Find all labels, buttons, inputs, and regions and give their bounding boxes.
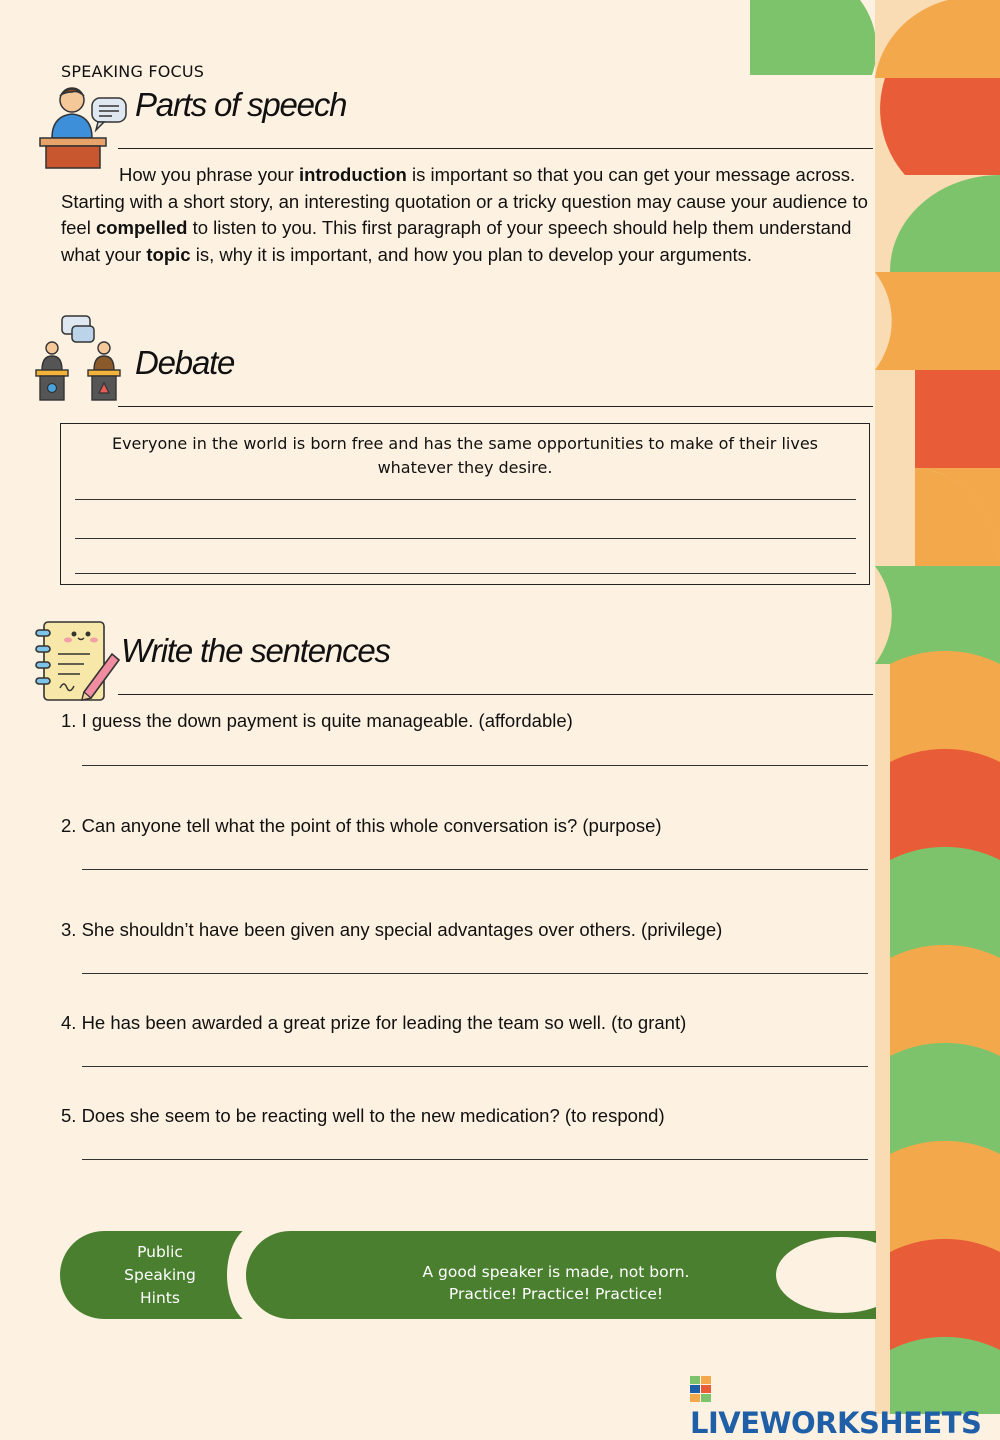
intro-paragraph: How you phrase your introduction is important so that you can get your message across. Starting with a short story, an interesting quotation or a tricky question may cause your audience to feel compelled to listen to you. This first paragraph of your speech should help them understand what your topic is, why it is important, and how you plan to develop your arguments. bbox=[61, 164, 868, 265]
exercise-item-2: 2. Can anyone tell what the point of this whole conversation is? (purpose) bbox=[61, 815, 662, 836]
hints-label-line: Hints bbox=[140, 1289, 180, 1307]
debate-answer-line[interactable] bbox=[75, 499, 856, 500]
exercise-item-5: 5. Does she seem to be reacting well to the new medication? (to respond) bbox=[61, 1105, 665, 1126]
hints-label-line: Public bbox=[137, 1243, 183, 1261]
answer-line-2[interactable] bbox=[82, 869, 868, 870]
title-underline bbox=[118, 406, 873, 407]
debate-motion-box bbox=[60, 423, 870, 585]
section-title-debate: Debate bbox=[135, 344, 235, 381]
section-title-write: Write the sentences bbox=[121, 632, 390, 669]
answer-line-1[interactable] bbox=[82, 765, 868, 766]
exercise-item-1: 1. I guess the down payment is quite manageable. (affordable) bbox=[61, 710, 573, 731]
title-underline bbox=[118, 694, 873, 695]
answer-line-3[interactable] bbox=[82, 973, 868, 974]
section-title-parts: Parts of speech bbox=[135, 86, 347, 123]
hints-label-line: Speaking bbox=[124, 1266, 196, 1284]
hints-label bbox=[90, 1241, 230, 1310]
debate-answer-line[interactable] bbox=[75, 573, 856, 574]
brand-text: LIVEWORKSHEETS bbox=[690, 1406, 982, 1440]
title-underline bbox=[118, 148, 873, 149]
notebook-pencil-icon bbox=[34, 620, 120, 704]
answer-line-5[interactable] bbox=[82, 1159, 868, 1160]
speaker-podium-icon bbox=[38, 84, 130, 172]
quote-line: A good speaker is made, not born. bbox=[422, 1263, 690, 1281]
section-label: SPEAKING FOCUS bbox=[61, 62, 205, 81]
brand-logo bbox=[690, 1372, 1000, 1440]
debate-podiums-icon bbox=[32, 314, 128, 404]
quote-banner bbox=[246, 1231, 876, 1319]
banner-oval bbox=[776, 1237, 876, 1313]
quote-line: Practice! Practice! Practice! bbox=[448, 1285, 664, 1303]
quote-text bbox=[336, 1261, 776, 1305]
hints-banner bbox=[60, 1231, 265, 1319]
answer-line-4[interactable] bbox=[82, 1066, 868, 1067]
exercise-item-3: 3. She shouldn’t have been given any special advantages over others. (privilege) bbox=[61, 919, 723, 940]
exercise-item-4: 4. He has been awarded a great prize for leading the team so well. (to grant) bbox=[61, 1012, 687, 1033]
debate-motion: Everyone in the world is born free and has the same opportunities to make of their lives whatever they desire. bbox=[111, 434, 819, 477]
brand-mark-icon bbox=[690, 1376, 712, 1402]
debate-answer-line[interactable] bbox=[75, 538, 856, 539]
